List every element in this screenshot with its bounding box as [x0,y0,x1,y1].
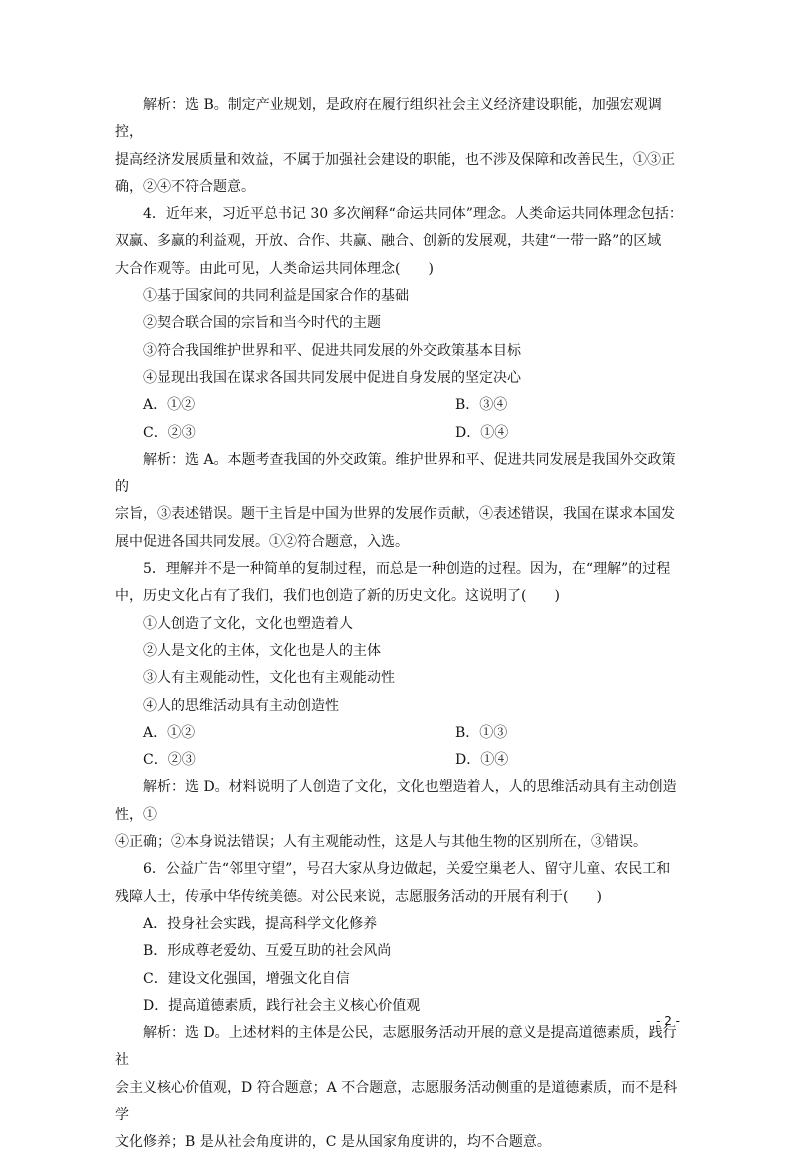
q4-statement-3: ③符合我国维护世界和平、促进共同发展的外交政策基本目标 [143,342,521,359]
q5-statement-3: ③人有主观能动性，文化也有主观能动性 [143,670,395,687]
q6-option-c: C．建设文化强国，增强文化自信 [143,970,350,987]
q5-statement-1: ①人创造了文化，文化也塑造着人 [143,615,353,632]
q5-choices-row-1 [115,720,685,747]
q6-analysis-line-3: 文化修养；B 是从社会角度讲的，C 是从国家角度讲的，均不合题意。 [115,1134,551,1151]
q5-choice-b: B．①③ [455,724,508,741]
q3-analysis-line-3: 确，②④不符合题意。 [115,178,255,195]
q5-stem-line-2: 中，历史文化占有了我们，我们也创造了新的历史文化。这说明了( ) [115,588,560,605]
q4-statement-4: ④显现出我国在谋求各国共同发展中促进自身发展的坚定决心 [143,369,521,386]
page-number: - 2 - [656,1014,680,1028]
q3-analysis-line-2: 提高经济发展质量和效益，不属于加强社会建设的职能，也不涉及保障和改善民生，①③正 [115,151,675,168]
q6-option-a: A．投身社会实践，提高科学文化修养 [143,915,378,932]
q4-choice-a: A．①② [143,397,196,414]
q6-analysis-line-1: 解析：选 D。上述材料的主体是公民，志愿服务活动开展的意义是提高道德素质，践行社 [115,1025,677,1069]
q4-stem-line-3: 大合作观等。由此可见，人类命运共同体理念( ) [115,260,434,277]
q4-choice-b: B．③④ [455,397,508,414]
q6-option-b: B．形成尊老爱幼、互爱互助的社会风尚 [143,943,392,960]
q4-analysis-line-1: 解析：选 A。本题考查我国的外交政策。维护世界和平、促进共同发展是我国外交政策的 [115,451,676,496]
q6-analysis-line-2: 会主义核心价值观，D 符合题意；A 不合题意，志愿服务活动侧重的是道德素质，而不是科学 [115,1079,678,1123]
q5-analysis-line-2: ④正确；②本身说法错误；人有主观能动性，这是人与其他生物的区别所在，③错误。 [115,834,647,851]
q3-analysis-line-1: 解析：选 B。制定产业规划，是政府在履行组织社会主义经济建设职能，加强宏观调控， [115,97,662,141]
q4-statement-1: ①基于国家间的共同利益是国家合作的基础 [143,288,409,305]
q6-stem-line-1: 6．公益广告“邻里守望”，号召大家从身边做起，关爱空巢老人、留守儿童、农民工和 [143,861,671,878]
q5-statement-4: ④人的思维活动具有主动创造性 [143,697,339,714]
q4-stem-line-2: 双赢、多赢的利益观，开放、合作、共赢、融合、创新的发展观，共建“一带一路”的区域 [115,233,662,250]
q6-option-d: D．提高道德素质，践行社会主义核心价值观 [143,997,421,1014]
q5-choices-row-2 [115,747,685,774]
q5-choice-a: A．①② [143,724,196,741]
q4-analysis-line-3: 展中促进各国共同发展。①②符合题意，入选。 [115,533,409,550]
q5-choice-c: C．②③ [143,752,196,769]
q4-choice-d: D．①④ [455,424,509,441]
q4-choices-row-1 [115,392,685,419]
q4-stem-line-1: 4．近年来，习近平总书记 30 多次阐释“命运共同体”理念。人类命运共同体理念包括： [143,206,683,223]
q4-choices-row-2 [115,420,685,447]
q4-statement-2: ②契合联合国的宗旨和当今时代的主题 [143,315,381,332]
q4-analysis-line-2: 宗旨，③表述错误。题干主旨是中国为世界的发展作贡献，④表述错误，我国在谋求本国发 [115,506,675,523]
q5-choice-d: D．①④ [455,752,509,769]
q4-choice-c: C．②③ [143,424,196,441]
q5-stem-line-1: 5．理解并不是一种简单的复制过程，而总是一种创造的过程。因为，在“理解”的过程 [143,561,671,578]
q5-analysis-line-1: 解析：选 D。材料说明了人创造了文化，文化也塑造着人，人的思维活动具有主动创造性，① [115,779,677,823]
q6-stem-line-2: 残障人士，传承中华传统美德。对公民来说，志愿服务活动的开展有利于( ) [115,888,602,905]
page-content [115,92,685,1157]
q5-statement-2: ②人是文化的主体，文化也是人的主体 [143,642,381,659]
